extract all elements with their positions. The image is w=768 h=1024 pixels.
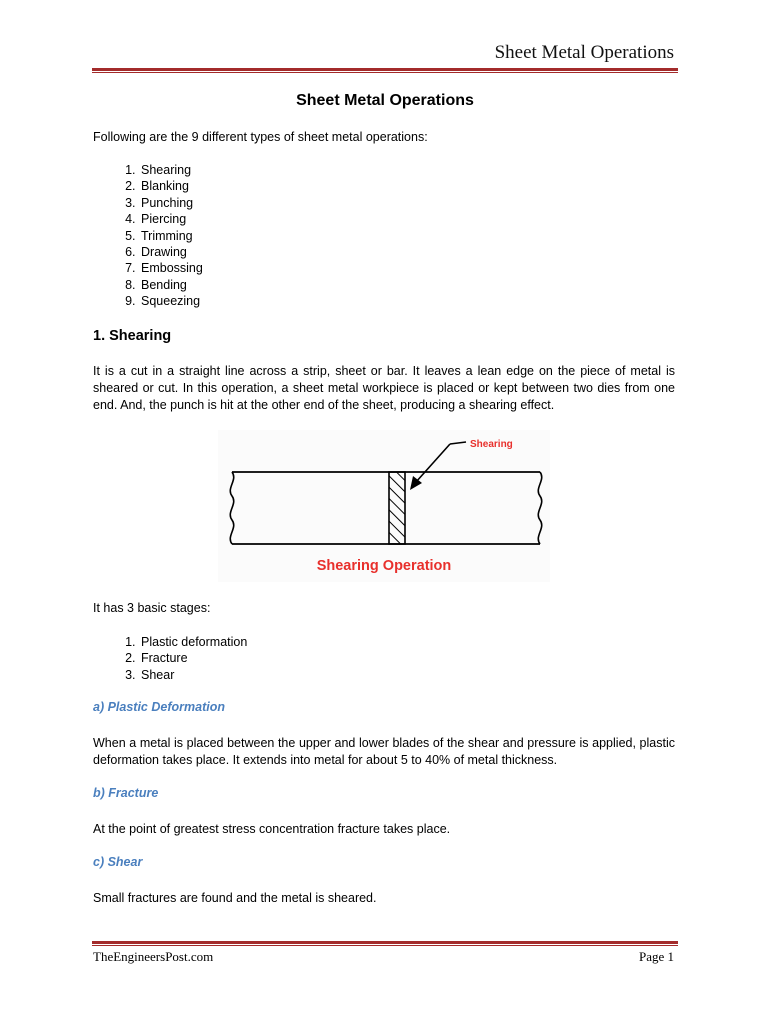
footer-page-number: Page 1 bbox=[638, 949, 674, 964]
list-item: 3. Punching bbox=[139, 195, 203, 211]
list-item: 1. Plastic deformation bbox=[139, 634, 247, 650]
plastic-deformation-paragraph: When a metal is placed between the upper and lower blades of the shear and pressure is applied, plastic deformation takes place. It extends into metal for about 5 to 40% of metal thickness. bbox=[93, 736, 675, 767]
subheading-fracture: b) Fracture bbox=[93, 786, 159, 800]
shearing-diagram bbox=[218, 430, 550, 582]
list-item: 4. Piercing bbox=[139, 211, 203, 227]
list-item: 1. Shearing bbox=[139, 162, 203, 178]
figure-caption: Shearing Operation bbox=[316, 558, 452, 574]
section-heading-shearing: 1. Shearing bbox=[93, 328, 172, 344]
running-header-title: Sheet Metal Operations bbox=[494, 42, 674, 63]
list-item: 8. Bending bbox=[139, 277, 203, 293]
right-break-line bbox=[538, 472, 541, 544]
left-break-line bbox=[230, 472, 233, 544]
list-item: 2. Fracture bbox=[139, 650, 247, 666]
list-item: 9. Squeezing bbox=[139, 293, 203, 309]
footer-rule bbox=[92, 941, 678, 946]
subheading-shear: c) Shear bbox=[93, 855, 143, 869]
shear-zone bbox=[389, 472, 405, 544]
shearing-paragraph: It is a cut in a straight line across a strip, sheet or bar. It leaves a lean edge on the piece of metal is sheared or cut. In this operation, a sheet metal workpiece is placed or kept between two dies from one end. And, the punch is hit at the other end of the sheet, producing a shearing effect. bbox=[93, 364, 675, 412]
operations-list bbox=[108, 162, 203, 310]
arrow-shaft bbox=[416, 444, 450, 482]
shearing-figure bbox=[218, 430, 550, 582]
list-item: 7. Embossing bbox=[139, 260, 203, 276]
list-item: 3. Shear bbox=[139, 667, 247, 683]
list-item: 6. Drawing bbox=[139, 244, 203, 260]
list-item: 2. Blanking bbox=[139, 178, 203, 194]
stages-intro: It has 3 basic stages: bbox=[93, 601, 211, 615]
document-title: Sheet Metal Operations bbox=[296, 92, 474, 109]
subheading-plastic-deformation: a) Plastic Deformation bbox=[93, 700, 225, 714]
list-item: 5. Trimming bbox=[139, 228, 203, 244]
footer-site: TheEngineersPost.com bbox=[93, 949, 214, 964]
arrow-leader bbox=[450, 442, 466, 444]
fracture-paragraph: At the point of greatest stress concentration fracture takes place. bbox=[93, 822, 451, 836]
shear-paragraph: Small fractures are found and the metal is sheared. bbox=[93, 891, 377, 905]
stages-list bbox=[108, 634, 247, 683]
figure-arrow-label: Shearing bbox=[470, 439, 513, 450]
header-rule bbox=[92, 68, 678, 73]
intro-paragraph: Following are the 9 different types of sheet metal operations: bbox=[93, 130, 428, 144]
